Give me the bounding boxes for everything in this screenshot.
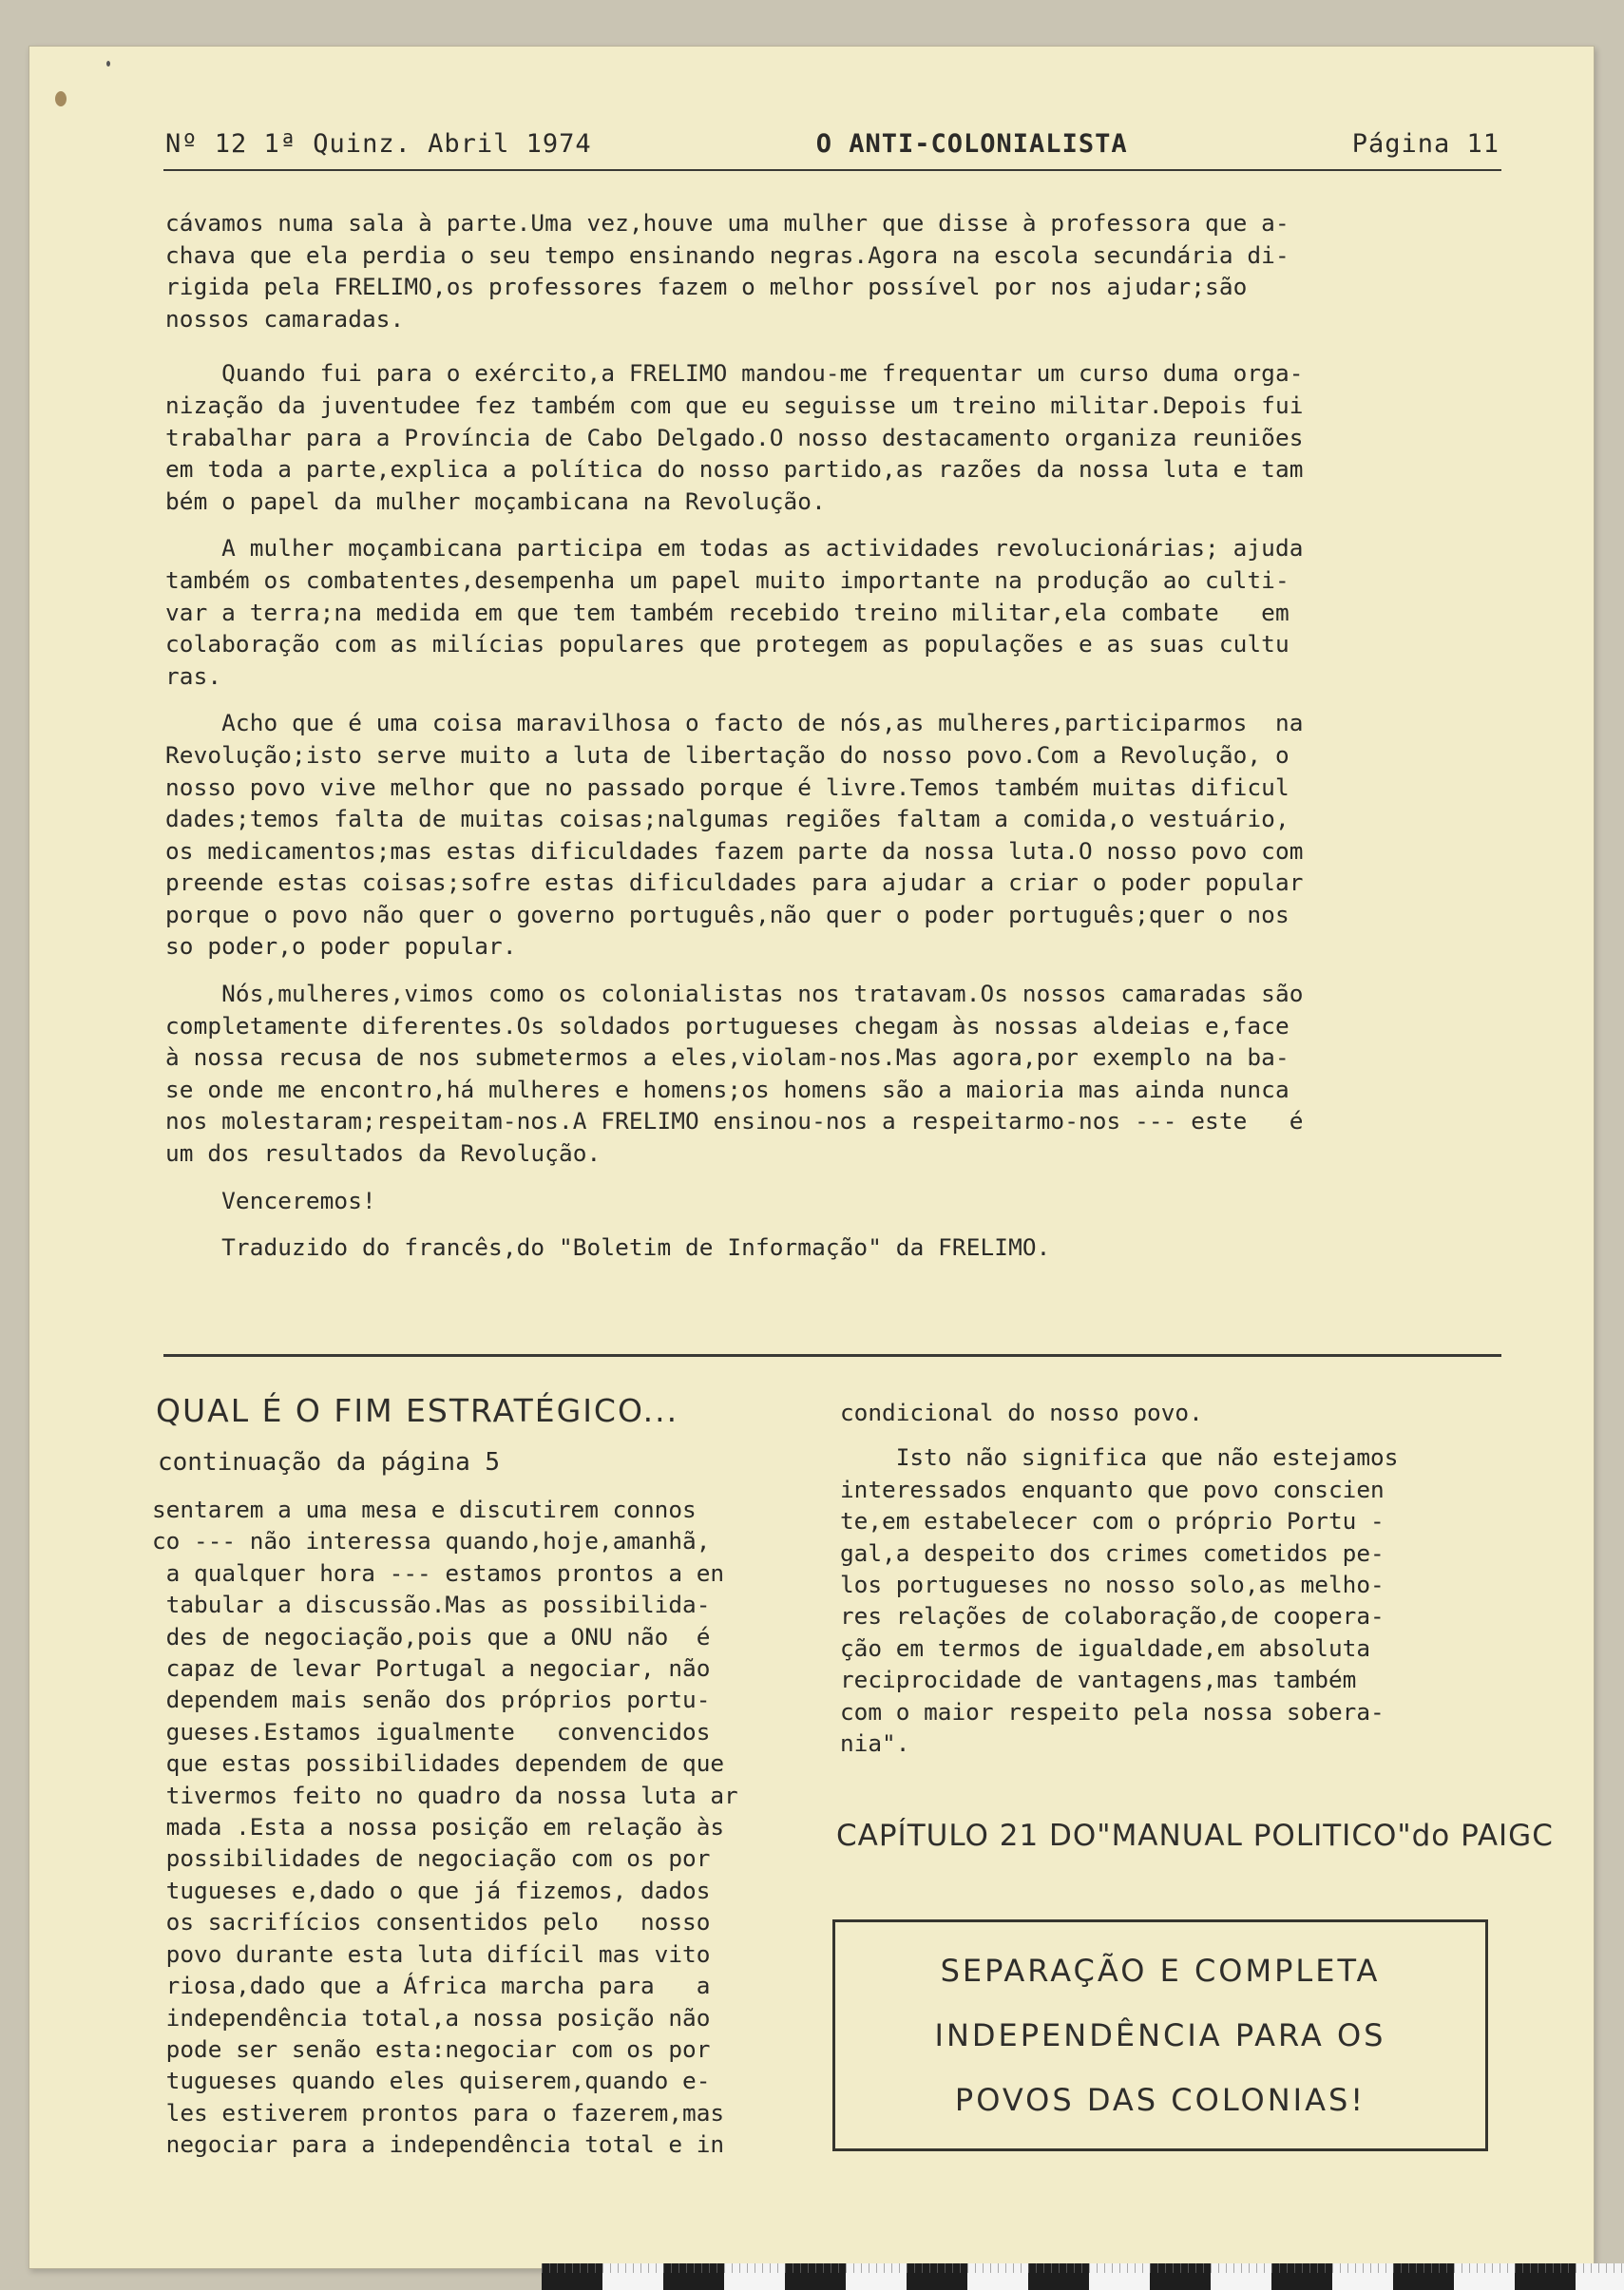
issue-info: Nº 12 1ª Quinz. Abril 1974 [165, 129, 592, 159]
text-line: possibilidades de negociação com os por [152, 1844, 711, 1873]
text-line: capaz de levar Portugal a negociar, não [152, 1654, 711, 1683]
source-citation: CAPÍTULO 21 DO"MANUAL POLITICO"do PAIGC [836, 1819, 1554, 1853]
text-line: também os combatentes,desempenha um papel muito importante na produção ao culti- [165, 565, 1290, 594]
text-line: com o maior respeito pela nossa sobera- [840, 1697, 1385, 1726]
paragraph-3 [165, 532, 1501, 692]
text-line: os sacrifícios consentidos pelo nosso [152, 1908, 711, 1937]
text-line: res relações de colaboração,de coopera- [840, 1602, 1385, 1631]
paragraph-6 [165, 1185, 1501, 1217]
text-line: dades;temos falta de muitas coisas;nalgumas regiões faltam a comida,o vestuário, [165, 805, 1290, 833]
text-line: em toda a parte,explica a política do nosso partido,as razões da nossa luta e tam [165, 455, 1304, 484]
text-line: so poder,o poder popular. [165, 932, 517, 961]
slogan-box [832, 1919, 1488, 2151]
text-line: nização da juventudee fez também com que eu seguisse um treino militar.Depois fui [165, 391, 1304, 419]
stain-mark [55, 91, 67, 106]
scan-ruler-ticks [542, 2263, 1624, 2273]
right-paragraph-1 [840, 1397, 1505, 1428]
paragraph-2 [165, 357, 1501, 517]
text-line: reciprocidade de vantagens,mas também [840, 1666, 1357, 1694]
text-line: tugueses e,dado o que já fizemos, dados [152, 1876, 711, 1904]
text-line: Isto não significa que não estejamos [840, 1443, 1399, 1472]
text-line: nossos camaradas. [165, 304, 405, 333]
header-divider [163, 169, 1501, 171]
text-line: mada .Esta a nossa posição em relação às [152, 1813, 725, 1842]
text-line: a qualquer hora --- estamos prontos a en [152, 1558, 725, 1587]
text-line: A mulher moçambicana participa em todas as actividades revolucionárias; ajuda [165, 534, 1304, 563]
left-column-text [152, 1494, 808, 2161]
newspaper-title: O ANTI-COLONIALISTA [815, 129, 1128, 159]
text-line: nia". [840, 1729, 910, 1758]
text-line: Revolução;isto serve muito a luta de libertação do nosso povo.Com a Revolução, o [165, 740, 1290, 769]
text-line: independência total,a nossa posição não [152, 2003, 711, 2032]
text-line: negociar para a independência total e in [152, 2130, 725, 2159]
text-line: tivermos feito no quadro da nossa luta ar [152, 1781, 738, 1809]
page-header [165, 129, 1500, 159]
text-line: os medicamentos;mas estas dificuldades fazem parte da nossa luta.O nosso povo com [165, 836, 1304, 865]
text-line: te,em estabelecer com o próprio Portu - [840, 1507, 1385, 1536]
text-line: riosa,dado que a África marcha para a [152, 1972, 711, 2000]
section-divider [163, 1354, 1501, 1357]
text-line: trabalhar para a Província de Cabo Delgado.O nosso destacamento organiza reuniões [165, 423, 1304, 451]
text-line: pode ser senão esta:negociar com os por [152, 2034, 711, 2063]
text-line: Venceremos! [165, 1186, 376, 1214]
text-line: Acho que é uma coisa maravilhosa o facto de nós,as mulheres,participarmos na [165, 709, 1304, 737]
speck-mark [106, 61, 110, 67]
text-line: tugueses quando eles quiserem,quando e- [152, 2067, 711, 2095]
text-line: interessados enquanto que povo conscien [840, 1475, 1385, 1503]
paragraph-1 [165, 207, 1501, 334]
right-paragraph-2 [840, 1441, 1505, 1759]
main-article [165, 207, 1501, 1279]
text-line: bém o papel da mulher moçambicana na Revolução. [165, 487, 826, 515]
text-line: ras. [165, 661, 222, 690]
text-line: nosso povo vive melhor que no passado porque é livre.Temos também muitas dificul [165, 773, 1290, 801]
text-line: los portugueses no nosso solo,as melho- [840, 1571, 1385, 1599]
text-line: que estas possibilidades dependem de que [152, 1749, 725, 1778]
text-line: à nossa recusa de nos submetermos a eles,violam-nos.Mas agora,por exemplo na ba- [165, 1043, 1290, 1072]
text-line: porque o povo não quer o governo português,não quer o poder português;quer o nos [165, 900, 1290, 928]
text-line: completamente diferentes.Os soldados portugueses chegam às nossas aldeias e,face [165, 1011, 1290, 1040]
text-line: sentarem a uma mesa e discutirem connos [152, 1496, 697, 1523]
text-line: um dos resultados da Revolução. [165, 1139, 602, 1168]
article-heading: QUAL É O FIM ESTRATÉGICO... [156, 1392, 679, 1429]
text-line: gueses.Estamos igualmente convencidos [152, 1717, 711, 1746]
continuation-note: continuação da página 5 [158, 1448, 501, 1477]
text-line: dependem mais senão dos próprios portu- [152, 1686, 711, 1714]
slogan-line: POVOS DAS COLONIAS! [954, 2082, 1366, 2118]
text-line: ção em termos de igualdade,em absoluta [840, 1633, 1371, 1662]
paragraph-7 [165, 1231, 1501, 1264]
text-line: se onde me encontro,há mulheres e homens;os homens são a maioria mas ainda nunca [165, 1075, 1290, 1103]
slogan-line: SEPARAÇÃO E COMPLETA [940, 1953, 1381, 1989]
page-number: Página 11 [1351, 129, 1500, 159]
slogan-line: INDEPENDÊNCIA PARA OS [934, 2017, 1386, 2053]
text-line: les estiverem prontos para o fazerem,mas [152, 2098, 725, 2127]
text-line: co --- não interessa quando,hoje,amanhã, [152, 1527, 711, 1555]
text-line: Traduzido do francês,do "Boletim de Informação" da FRELIMO. [165, 1233, 1051, 1262]
text-line: nos molestaram;respeitam-nos.A FRELIMO ensinou-nos a respeitarmo-nos --- este é [165, 1107, 1304, 1135]
text-line: condicional do nosso povo. [840, 1399, 1203, 1426]
paragraph-4 [165, 707, 1501, 963]
text-line: var a terra;na medida em que tem também recebido treino militar,ela combate em [165, 598, 1290, 626]
text-line: Quando fui para o exército,a FRELIMO mandou-me frequentar um curso duma orga- [165, 359, 1304, 388]
left-column-article [152, 1392, 808, 2161]
text-line: des de negociação,pois que a ONU não é [152, 1622, 711, 1651]
text-line: tabular a discussão.Mas as possibilida- [152, 1591, 711, 1619]
right-column-article [840, 1397, 1505, 1759]
text-line: Nós,mulheres,vimos como os colonialistas nos tratavam.Os nossos camaradas são [165, 980, 1304, 1008]
text-line: colaboração com as milícias populares que protegem as populações e as suas cultu [165, 630, 1290, 658]
text-line: chava que ela perdia o seu tempo ensinando negras.Agora na escola secundária di- [165, 240, 1290, 269]
text-line: cávamos numa sala à parte.Uma vez,houve uma mulher que disse à professora que a- [165, 209, 1290, 237]
text-line: gal,a despeito dos crimes cometidos pe- [840, 1538, 1385, 1567]
text-line: rigida pela FRELIMO,os professores fazem o melhor possível por nos ajudar;são [165, 273, 1248, 301]
text-line: povo durante esta luta difícil mas vito [152, 1939, 711, 1968]
text-line: preende estas coisas;sofre estas dificuldades para ajudar a criar o poder popular [165, 868, 1304, 897]
paragraph-5 [165, 978, 1501, 1170]
